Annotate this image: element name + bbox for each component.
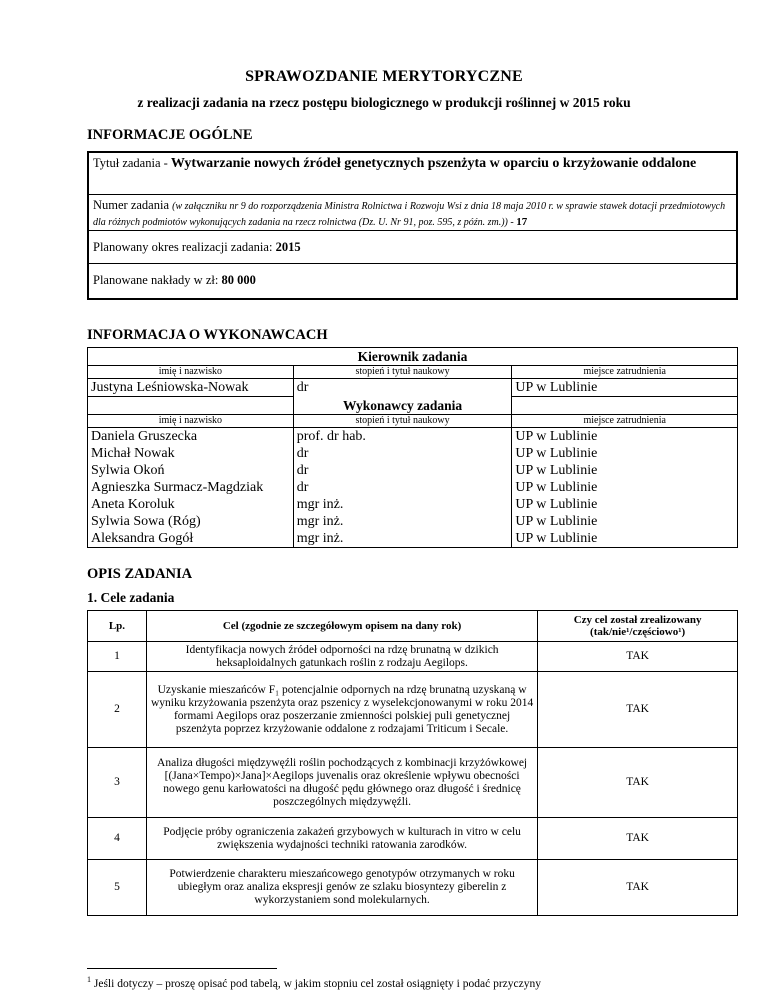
goals-heading: 1. Cele zadania — [87, 590, 175, 605]
leader-degree: dr — [293, 379, 512, 397]
col-place-label: miejsce zatrudnienia — [512, 415, 738, 428]
team-name: Sylwia Sowa (Róg) — [88, 513, 294, 530]
team-place: UP w Lublinie — [512, 479, 738, 496]
team-degree: prof. dr hab. — [293, 428, 512, 446]
task-title-row — [89, 153, 736, 195]
col-degree-label: stopień i tytuł naukowy — [293, 366, 512, 379]
goal-done: TAK — [538, 818, 738, 860]
goals-col-lp: Lp. — [88, 611, 147, 642]
task-cost-row — [89, 264, 736, 298]
team-row — [88, 462, 738, 479]
team-row — [88, 479, 738, 496]
team-name: Aleksandra Gogół — [88, 530, 294, 548]
goal-lp: 4 — [88, 818, 147, 860]
team-place: UP w Lublinie — [512, 530, 738, 548]
task-period-row — [89, 231, 736, 264]
goals-table — [87, 610, 738, 916]
task-cost-value: 80 000 — [221, 273, 256, 287]
goal-text: Analiza długości międzywęźli roślin pochodzących z kombinacji krzyżówkowej [(Jana×Tempo)×Jana]×Aegilops juvenalis oraz określenie wpływu obecności nowego genu karłowatości na długość pędu głównego oraz długość i średnicę poszczególnych międzywęźli. — [146, 748, 537, 818]
task-cost-label: Planowane nakłady w zł: — [93, 273, 222, 287]
leader-name: Justyna Leśniowska-Nowak — [88, 379, 294, 397]
leader-place: UP w Lublinie — [512, 379, 738, 397]
report-subtitle: z realizacji zadania na rzecz postępu biologicznego w produkcji roślinnej w 2015 roku — [137, 95, 631, 110]
goal-done: TAK — [538, 642, 738, 672]
team-place: UP w Lublinie — [512, 462, 738, 479]
team-name: Daniela Gruszecka — [88, 428, 294, 446]
team-row — [88, 530, 738, 548]
report-title: SPRAWOZDANIE MERYTORYCZNE — [245, 68, 523, 85]
task-title-label: Tytuł zadania - — [93, 156, 171, 170]
goals-col-done: Czy cel został zrealizowany (tak/nie¹/częściowo¹) — [538, 611, 738, 642]
col-degree-label: stopień i tytuł naukowy — [293, 415, 512, 428]
task-title-value: Wytwarzanie nowych źródeł genetycznych pszenżyta w oparciu o krzyżowanie oddalone — [170, 156, 697, 171]
section-desc-heading: OPIS ZADANIA — [87, 566, 193, 582]
leader-heading: Kierownik zadania — [88, 348, 738, 366]
col-name-label: imię i nazwisko — [88, 415, 294, 428]
task-number-row — [89, 195, 736, 231]
team-degree: dr — [293, 445, 512, 462]
team-place: UP w Lublinie — [512, 428, 738, 446]
goal-text: Uzyskanie mieszańców F₁ potencjalnie odpornych na rdzę brunatną uzyskaną w wyniku krzyżowania pszenżyta oraz pszenicy z wyselekcjonowanymi w roku 2014 formami Aegilops oraz poszerzanie zmienności polskiej puli genetycznej pszenżyta poprzez krzyżowanie oddalone z rodzajami Triticum i Secale. — [146, 672, 537, 748]
goal-text: Potwierdzenie charakteru mieszańcowego genotypów otrzymanych w roku ubiegłym oraz analiza ekspresji genów ze szlaku biosyntezy giberelin z wykorzystaniem sond molekularnych. — [146, 860, 537, 916]
team-degree: mgr inż. — [293, 530, 512, 548]
footnote-text: Jeśli dotyczy – proszę opisać pod tabelą, w jakim stopniu cel został osiągnięty i podać przyczyny — [93, 977, 541, 990]
leader-row — [88, 379, 738, 397]
task-number-note: (w załączniku nr 9 do rozporządzenia Ministra Rolnictwa i Rozwoju Wsi z dnia 18 maja 2010 r. w sprawie stawek dotacji przedmiotowych dla różnych podmiotów wykonujących zadania na rzecz rolnictwa (Dz. U. Nr 91, poz. 595, z późn. zm.)) - — [93, 201, 726, 228]
col-place-label: miejsce zatrudnienia — [512, 366, 738, 379]
col-name-label: imię i nazwisko — [88, 366, 294, 379]
team-row — [88, 496, 738, 513]
goal-done: TAK — [538, 672, 738, 748]
general-info-box — [87, 151, 738, 300]
footnote-separator — [87, 968, 277, 969]
team-row — [88, 445, 738, 462]
section-contractors-heading: INFORMACJA O WYKONAWCACH — [87, 327, 328, 343]
section-general-heading: INFORMACJE OGÓLNE — [87, 127, 253, 143]
task-period-value: 2015 — [275, 240, 301, 254]
team-degree: dr — [293, 462, 512, 479]
goal-lp: 3 — [88, 748, 147, 818]
team-name: Michał Nowak — [88, 445, 294, 462]
team-place: UP w Lublinie — [512, 496, 738, 513]
goal-lp: 2 — [88, 672, 147, 748]
team-degree: mgr inż. — [293, 496, 512, 513]
team-row — [88, 513, 738, 530]
goal-text: Podjęcie próby ograniczenia zakażeń grzybowych w kulturach in vitro w celu zwiększenia wydajności techniki ratowania zarodków. — [146, 818, 537, 860]
goal-text: Identyfikacja nowych źródeł odporności na rdzę brunatną w dzikich heksaploidalnych gatunkach roślin z rodzaju Aegilops. — [146, 642, 537, 672]
team-degree: dr — [293, 479, 512, 496]
team-name: Aneta Koroluk — [88, 496, 294, 513]
task-number-label: Numer zadania — [93, 198, 173, 212]
task-number-value: 17 — [516, 216, 528, 228]
contractors-table — [87, 347, 738, 548]
task-period-label: Planowany okres realizacji zadania: — [93, 240, 276, 254]
team-place: UP w Lublinie — [512, 445, 738, 462]
goal-row — [88, 642, 738, 672]
team-name: Sylwia Okoń — [88, 462, 294, 479]
footnote — [87, 975, 541, 990]
team-row — [88, 428, 738, 446]
goal-lp: 5 — [88, 860, 147, 916]
goal-row — [88, 748, 738, 818]
goals-col-goal: Cel (zgodnie ze szczegółowym opisem na dany rok) — [146, 611, 537, 642]
goal-row — [88, 818, 738, 860]
team-name: Agnieszka Surmacz-Magdziak — [88, 479, 294, 496]
footnote-mark: 1 — [87, 975, 91, 984]
team-place: UP w Lublinie — [512, 513, 738, 530]
goal-done: TAK — [538, 860, 738, 916]
goal-row — [88, 860, 738, 916]
goal-lp: 1 — [88, 642, 147, 672]
team-heading: Wykonawcy zadania — [293, 397, 512, 415]
goal-row — [88, 672, 738, 748]
team-degree: mgr inż. — [293, 513, 512, 530]
goal-done: TAK — [538, 748, 738, 818]
